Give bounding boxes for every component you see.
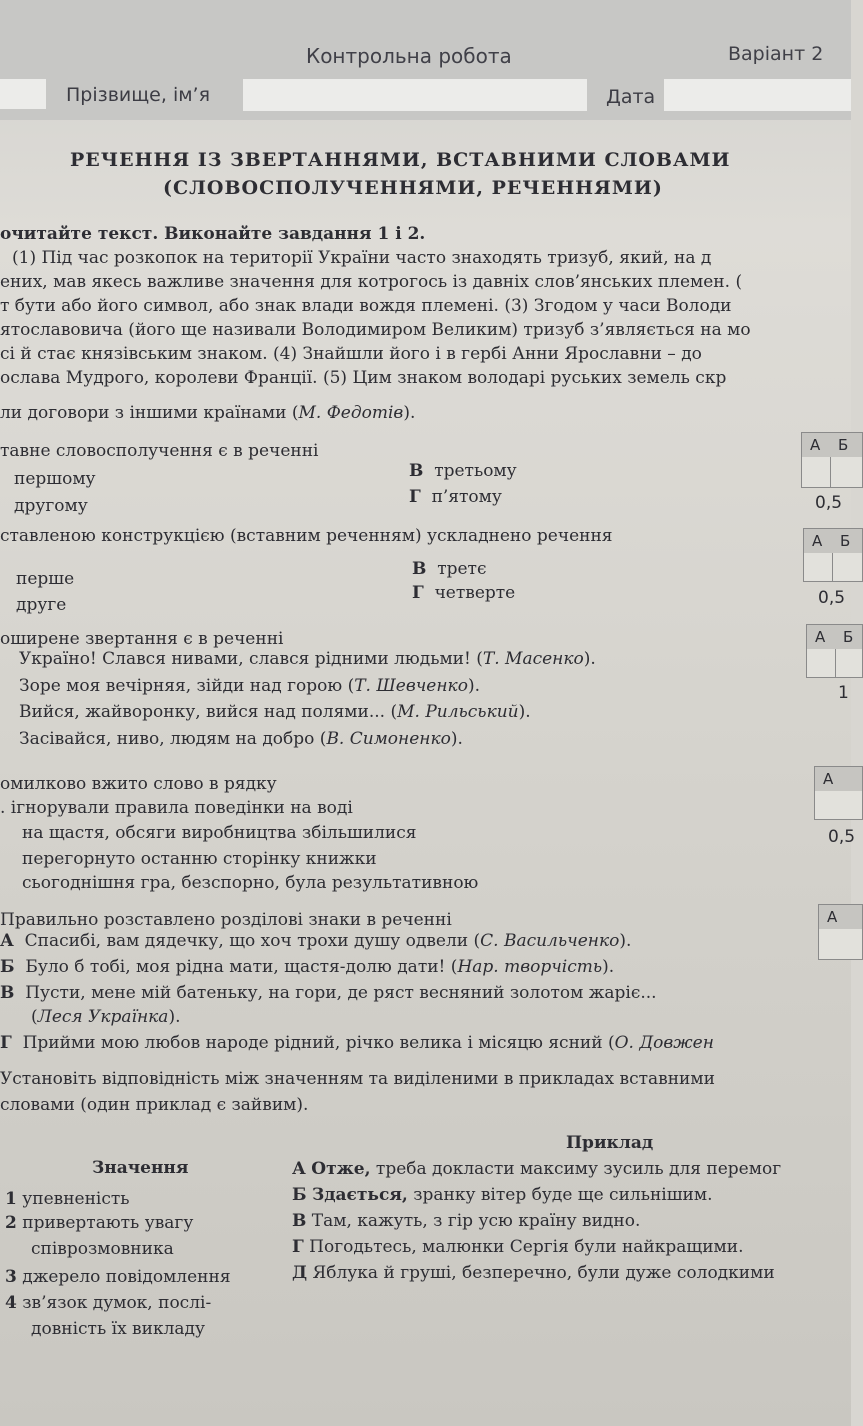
q4-option-g[interactable]: сьогоднішня гра, безспорно, була результативною — [22, 873, 479, 893]
q1-question: тавне словосполучення є в реченні — [0, 441, 319, 461]
q3-question: оширене звертання є в реченні — [0, 629, 284, 649]
date-field[interactable] — [664, 79, 851, 111]
name-field[interactable] — [243, 79, 587, 111]
left-blank-box — [0, 79, 46, 109]
meaning-item: 3 джерело повідомлення — [5, 1267, 231, 1287]
example-item: Д Яблука й груші, безперечно, були дуже солодкими — [292, 1263, 775, 1283]
date-label: Дата — [606, 86, 656, 108]
q3-option-a[interactable]: Україно! Слався нивами, слався рідними людьми! (Т. Масенко). — [19, 649, 596, 669]
example-item: В Там, кажуть, з гір усю країну видно. — [292, 1211, 641, 1231]
q4-answer-grid[interactable]: А — [814, 766, 863, 820]
q2-option-v[interactable]: В третє — [412, 559, 487, 579]
q4-question: омилково вжито слово в рядку — [0, 774, 277, 794]
q4-option-v[interactable]: перегорнуто останню сторінку книжки — [22, 849, 377, 869]
q1-option-v[interactable]: В третьому — [409, 461, 517, 481]
text-line: сі й стає князівським знаком. (4) Знайшли його і в гербі Анни Ярославни – до — [0, 344, 702, 364]
example-item: Г Погодьтесь, малюнки Сергія були найкращими. — [292, 1237, 744, 1257]
meaning-item: 2 привертають увагу — [5, 1213, 194, 1233]
text-line: (1) Під час розкопок на території України часто знаходять тризуб, який, на д — [12, 248, 712, 268]
q2-score: 0,5 — [818, 588, 846, 608]
meaning-item: 4 зв’язок думок, послі- — [5, 1293, 212, 1313]
q1-option-g[interactable]: Г п’ятому — [409, 487, 502, 507]
q3-answer-grid[interactable]: А Б — [806, 624, 863, 678]
q6-question-line1: Установіть відповідність між значенням та виділеними в прикладах вставними — [0, 1069, 715, 1089]
meaning-item-cont: довність їх викладу — [31, 1319, 205, 1339]
q2-option-g[interactable]: Г четверте — [412, 583, 516, 603]
q2-option-a[interactable]: перше — [16, 569, 75, 589]
example-item: А Отже, треба докласти максиму зусиль для перемог — [292, 1159, 782, 1179]
text-author: М. Федотів — [298, 403, 404, 423]
q3-option-g[interactable]: Засівайся, ниво, людям на добро (В. Симоненко). — [19, 729, 463, 749]
meaning-item: 1 упевненість — [5, 1189, 130, 1209]
text-line: ятославовича (його ще називали Володимиром Великим) тризуб з’являється на мо — [0, 320, 751, 340]
text-line: ених, мав якесь важливе значення для котрогось із давніх слов’янських племен. ( — [0, 272, 743, 292]
q2-answer-grid[interactable]: А Б — [803, 528, 863, 582]
q5-option-v[interactable]: В Пусти, мене мій батеньку, на гори, де ряст весняний золотом жаріє... — [0, 983, 657, 1003]
q4-option-a[interactable]: . ігнорували правила поведінки на воді — [0, 798, 353, 818]
q1-answer-grid[interactable]: А Б — [801, 432, 863, 488]
q1-option-b[interactable]: другому — [14, 496, 88, 516]
meaning-item-cont: співрозмовника — [31, 1239, 174, 1259]
q5-option-a[interactable]: А Спасибі, вам дядечку, що хоч трохи душу одвели (С. Васильченко). — [0, 931, 632, 951]
q5-answer-grid[interactable]: А — [818, 904, 863, 960]
test-title: Контрольна робота — [306, 44, 512, 68]
q5-option-v-author: (Леся Українка). — [31, 1007, 181, 1027]
q6-example-header: Приклад — [566, 1133, 654, 1153]
q5-option-g[interactable]: Г Прийми мою любов народе рідний, річко велика і місяцю ясний (О. Довжен — [0, 1033, 714, 1053]
q5-question: Правильно розставлено розділові знаки в реченні — [0, 910, 452, 930]
q3-score: 1 — [838, 683, 849, 703]
name-label: Прізвище, ім’я — [66, 84, 211, 106]
q3-option-b[interactable]: Зоре моя вечірняя, зійди над горою (Т. Шевченко). — [19, 676, 480, 696]
q1-option-a[interactable]: першому — [14, 469, 96, 489]
q4-score: 0,5 — [828, 827, 856, 847]
q3-option-v[interactable]: Вийся, жайворонку, вийся над полями... (М. Рильський). — [19, 702, 531, 722]
q2-question: ставленою конструкцією (вставним реченням) ускладнено речення — [0, 526, 613, 546]
q5-option-b[interactable]: Б Було б тобі, моя рідна мати, щастя-долю дати! (Нар. творчість). — [0, 957, 615, 977]
q6-meaning-header: Значення — [92, 1158, 189, 1178]
topic-heading-line2: (СЛОВОСПОЛУЧЕННЯМИ, РЕЧЕННЯМИ) — [163, 177, 663, 199]
variant-label: Варіант 2 — [728, 43, 824, 65]
q4-option-b[interactable]: на щастя, обсяги виробництва збільшилися — [22, 823, 417, 843]
q2-option-b[interactable]: друге — [16, 595, 67, 615]
q1-score: 0,5 — [815, 493, 843, 513]
instruction: очитайте текст. Виконайте завдання 1 і 2. — [0, 224, 426, 244]
example-item: Б Здається, зранку вітер буде ще сильнішим. — [292, 1185, 713, 1205]
text-line: т бути або його символ, або знак влади вождя племені. (3) Згодом у часи Володи — [0, 296, 732, 316]
topic-heading-line1: РЕЧЕННЯ ІЗ ЗВЕРТАННЯМИ, ВСТАВНИМИ СЛОВАМИ — [70, 149, 731, 171]
text-line: ослава Мудрого, королеви Франції. (5) Цим знаком володарі руських земель скр — [0, 368, 727, 388]
text-line-last: ли договори з іншими країнами (М. Федотів). — [0, 403, 416, 423]
q6-question-line2: словами (один приклад є зайвим). — [0, 1095, 309, 1115]
